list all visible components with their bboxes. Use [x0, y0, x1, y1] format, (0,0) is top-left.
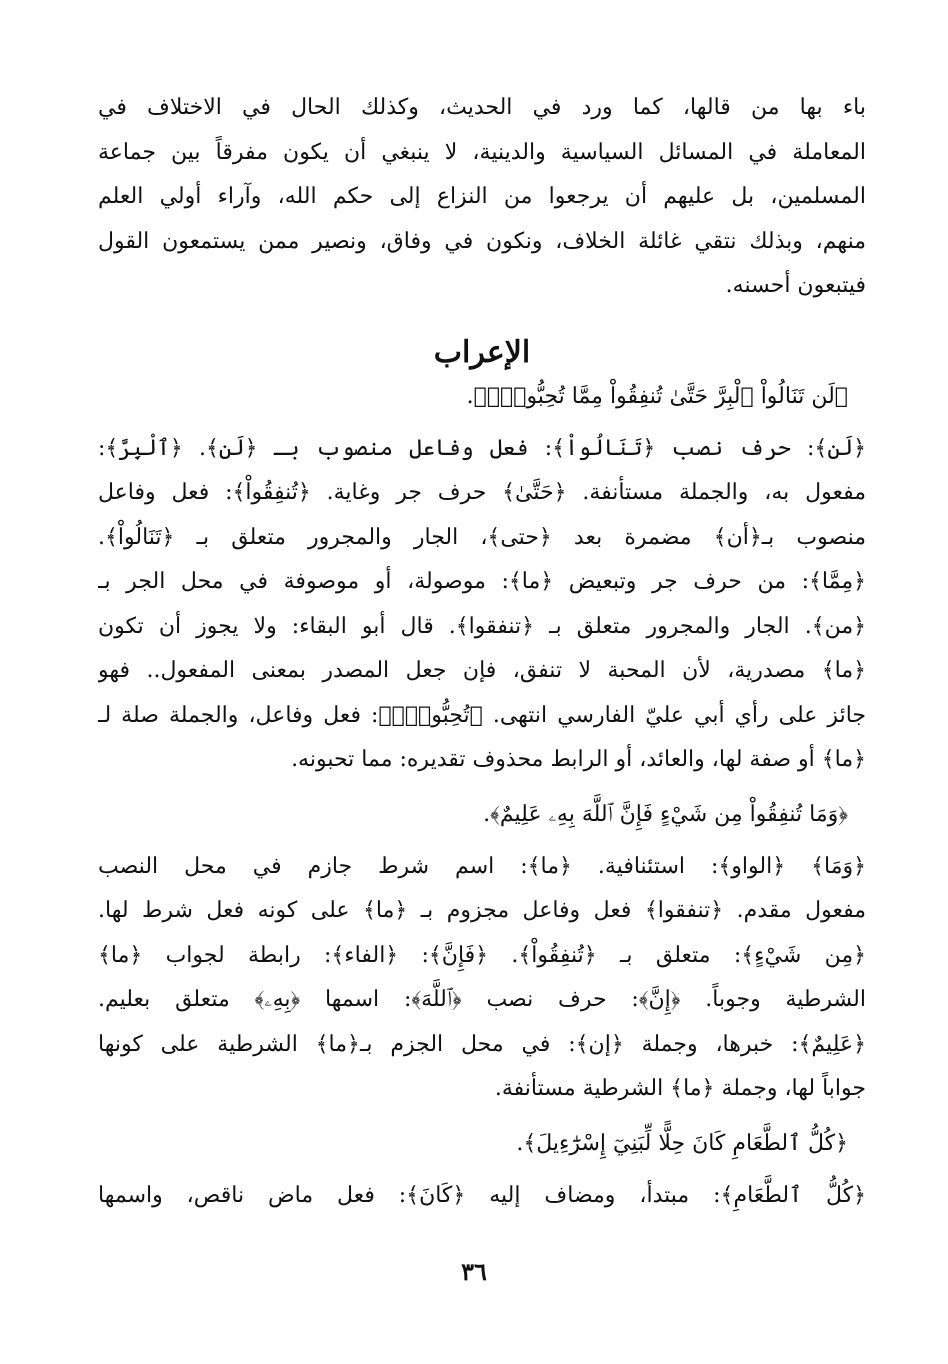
grammar-paragraph — [98, 427, 866, 783]
text-line: جواباً لها، وجملة ﴿ما﴾ الشرطية مستأنفة. — [494, 1076, 866, 1101]
section-heading: الإعراب — [433, 334, 531, 370]
quran-verse: ﴿وَمَا تُنفِقُواْ مِن شَيْءٍ فَإِنَّ ٱللَّهَ بِهِۦ عَلِيمٌ﴾. — [483, 801, 848, 827]
text-line: المعاملة في المسائل السياسية والدينية، لا ينبغي أن يكون مفرقاً بين جماعة — [98, 139, 866, 165]
text-line: الشرطية وجوباً. ﴿إِنَّ﴾: حرف نصب ﴿ٱللَّهَ﴾: اسمها ﴿بِهِۦ﴾ متعلق بعليم. — [98, 987, 866, 1012]
text-line: ﴿مِن شَيْءٍ﴾: متعلق بـ ﴿تُنفِقُواْ﴾. ﴿فَإِنَّ﴾: ﴿الفاء﴾: رابطة لجواب ﴿ما﴾ — [98, 942, 866, 968]
quran-verse: ﴿لَن تَنَالُواْ ٱلْبِرَّ حَتَّىٰ تُنفِقُواْ مِمَّا تُحِبُّونَۚ﴾. — [466, 383, 848, 409]
text-line: ﴿وَمَا﴾ ﴿الواو﴾: استئنافية. ﴿ما﴾: اسم شرط جازم في محل النصب — [98, 853, 866, 879]
text-line: مفعول مقدم. ﴿تنفقوا﴾ فعل وفاعل مجزوم بـ ﴿ما﴾ على كونه فعل شرط لها. — [98, 898, 866, 923]
text-line: ﴿من﴾. الجار والمجرور متعلق بـ ﴿تنفقوا﴾. قال أبو البقاء: ولا يجوز أن تكون — [98, 613, 866, 639]
quran-verse: ﴿كُلُّ ٱلطَّعَامِ كَانَ حِلًّا لِّبَنِيٓ إِسْرَٰٓءِيلَ﴾. — [516, 1130, 848, 1156]
text-line: ﴿كُلُّ ٱلطَّعَامِ﴾: مبتدأ، ومضاف إليه ﴿كَانَ﴾: فعل ماض ناقص، واسمها — [98, 1182, 866, 1208]
text-line: منهم، وبذلك نتقي غائلة الخلاف، ونكون في وفاق، ونصير ممن يستمعون القول — [98, 228, 866, 254]
text-line: المسلمين، بل عليهم أن يرجعوا من النزاع إلى حكم الله، وآراء أولي العلم — [98, 184, 866, 209]
grammar-paragraph — [98, 1174, 866, 1219]
text-line: باء بها من قالها، كما ورد في الحديث، وكذلك الحال في الاختلاف في — [98, 95, 866, 120]
text-line: جائز على رأي أبي عليّ الفارسي انتهى. ﴿تُحِبُّونَۚ﴾: فعل وفاعل، والجملة صلة لـ — [98, 702, 866, 728]
page-number: ٣٦ — [461, 1257, 487, 1286]
text-line: ﴿ما﴾ مصدرية، لأن المحبة لا تنفق، فإن جعل المصدر بمعنى المفعول.. فهو — [98, 658, 866, 683]
text-line: فيتبعون أحسنه. — [725, 273, 866, 298]
text-line: مفعول به، والجملة مستأنفة. ﴿حَتَّىٰ﴾ حرف جر وغاية. ﴿تُنفِقُواْ﴾: فعل وفاعل — [98, 480, 866, 505]
text-line: ﴿عَلِيمٌ﴾: خبرها، وجملة ﴿إن﴾: في محل الجزم بـ﴿ما﴾ الشرطية على كونها — [98, 1031, 866, 1057]
intro-paragraph — [98, 86, 866, 309]
grammar-paragraph — [98, 845, 866, 1112]
text-line: منصوب بـ﴿أن﴾ مضمرة بعد ﴿حتى﴾، الجار والمجرور متعلق بـ ﴿تَنَالُواْ﴾. — [98, 524, 866, 550]
text-line: ﴿ما﴾ أو صفة لها، والعائد، أو الرابط محذوف تقديره: مما تحبونه. — [291, 747, 866, 772]
text-line: ﴿مِمَّا﴾: من حرف جر وتبعيض ﴿ما﴾: موصولة، أو موصوفة في محل الجر بـ — [98, 569, 866, 594]
text-line: ﴿لَن﴾: حرف نصب ﴿تَنَالُواْ﴾: فعل وفاعل منصوب بـ ﴿لَن﴾. ﴿ٱلْبِرَّ﴾: — [98, 435, 866, 461]
